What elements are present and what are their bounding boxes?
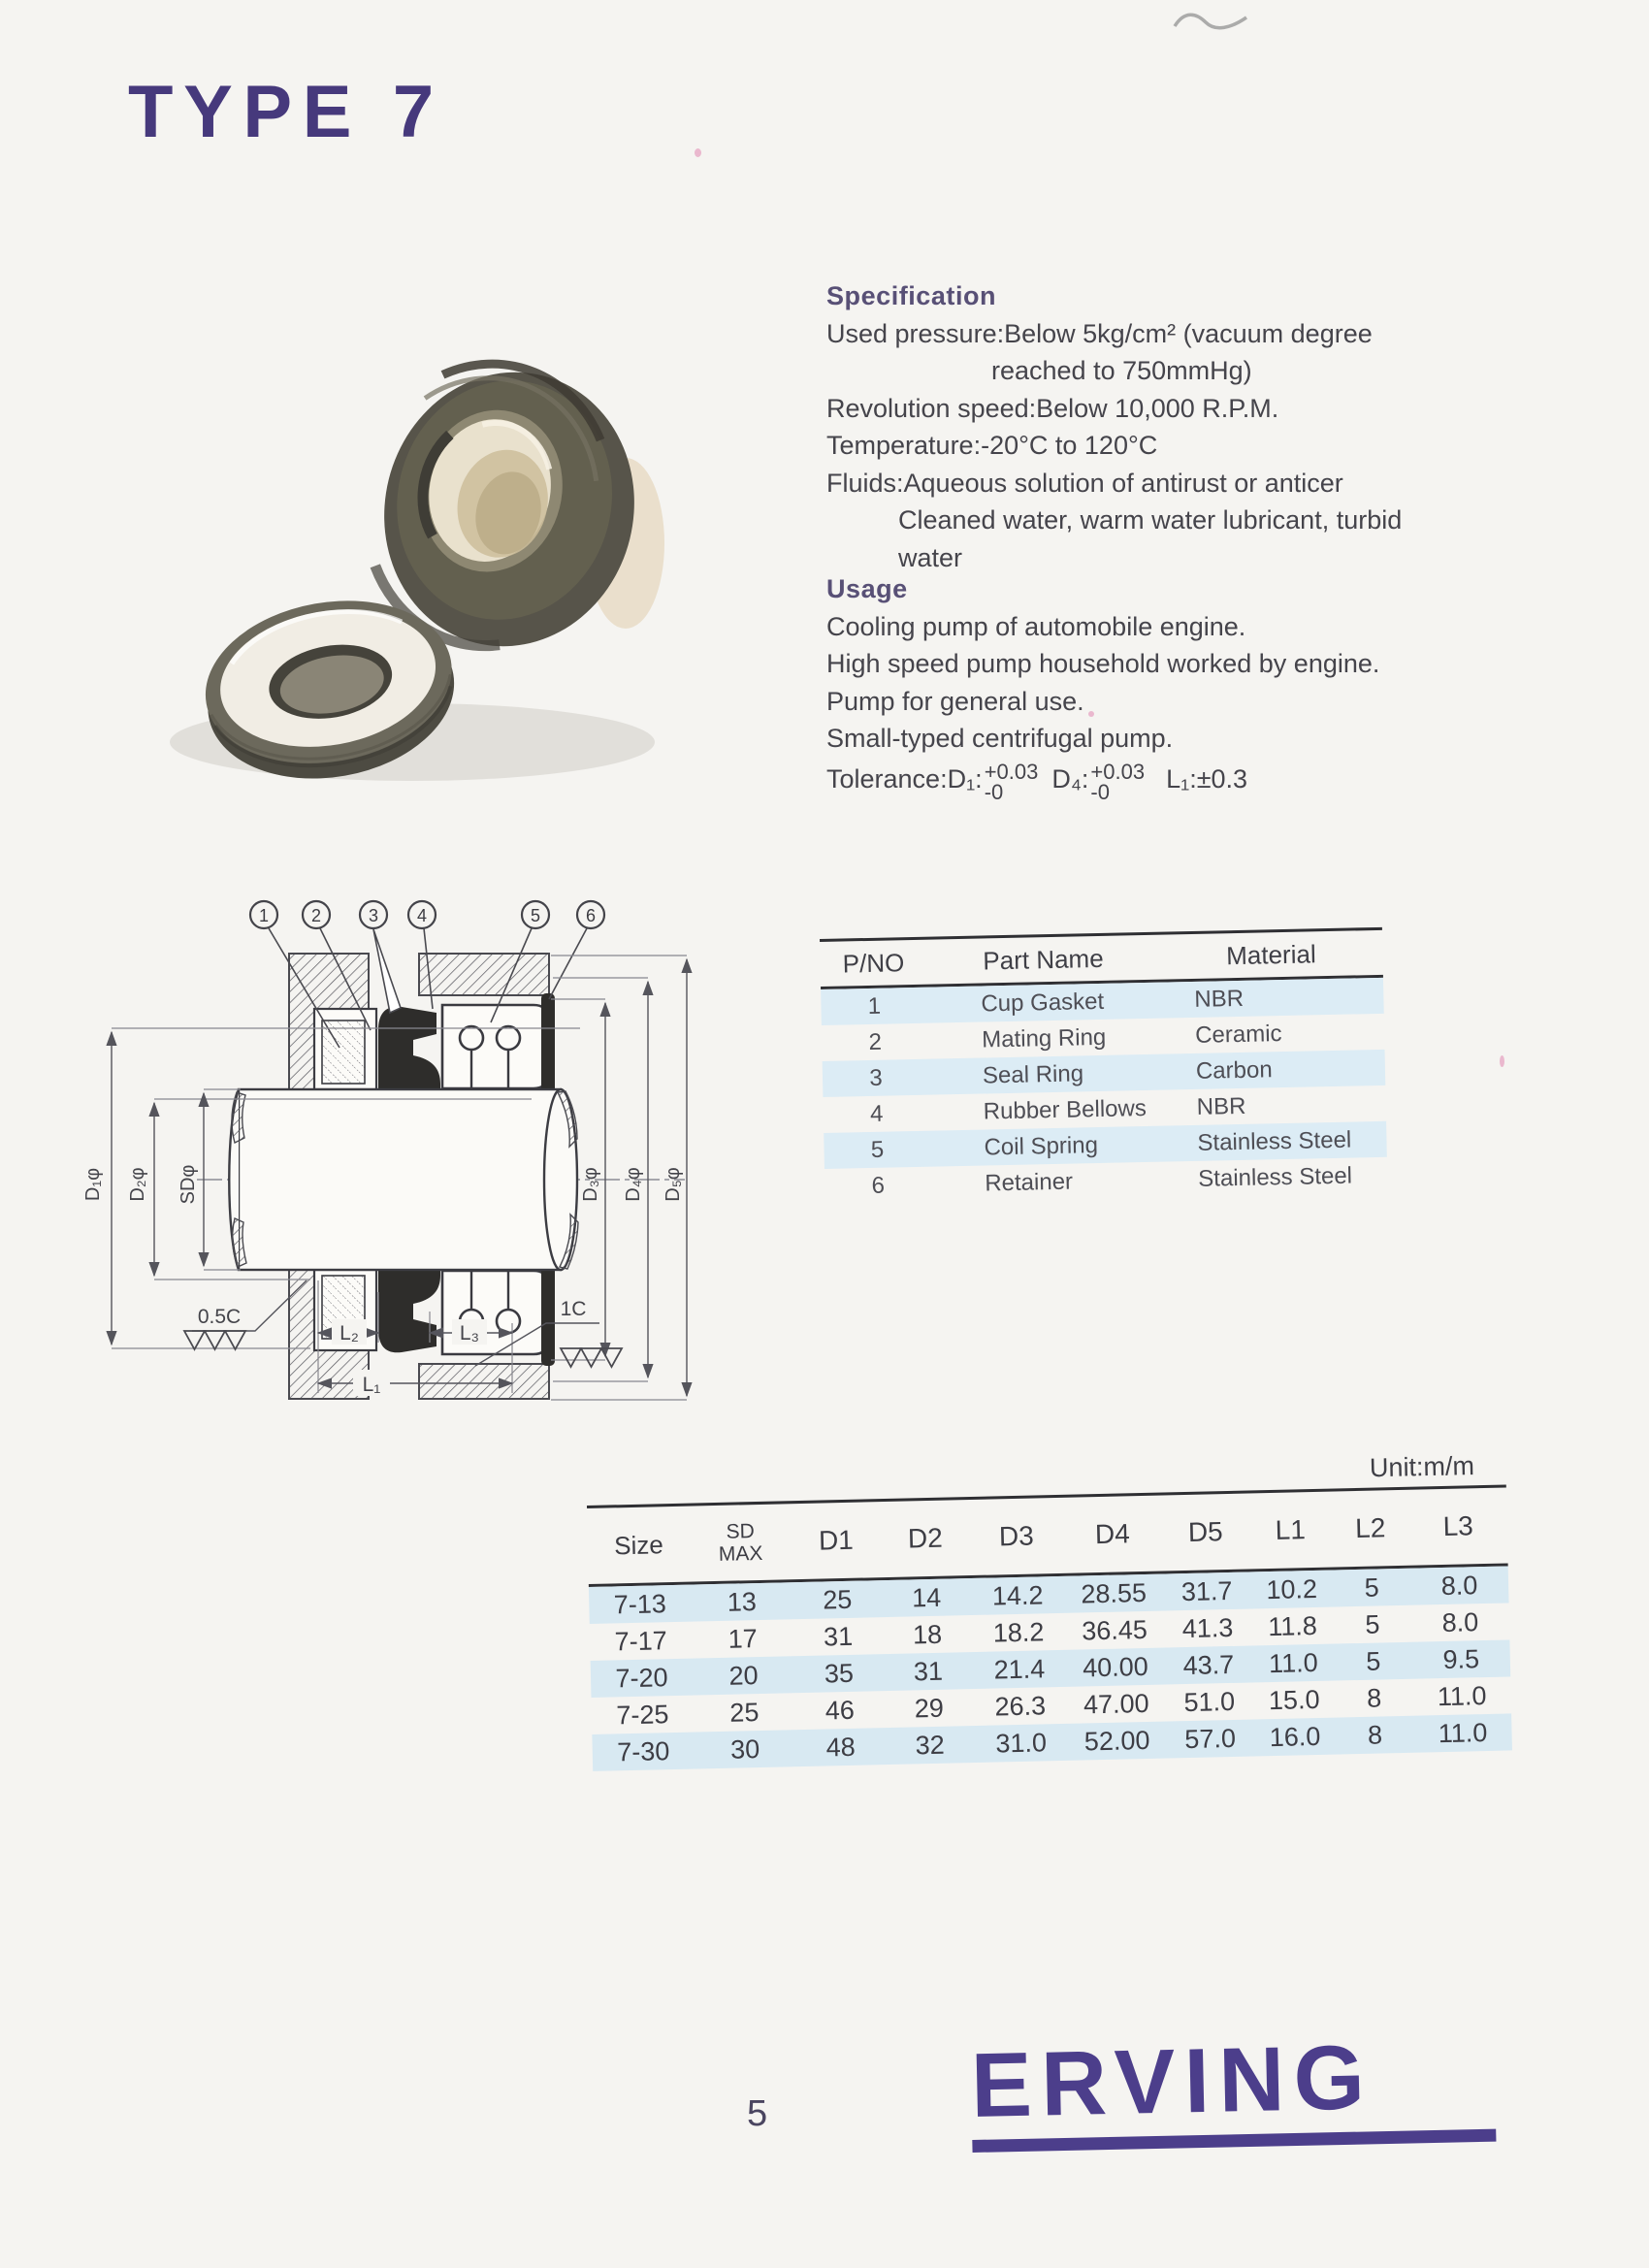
dim-label-l3: L₃ [459, 1322, 480, 1345]
page-number: 5 [747, 2093, 768, 2134]
tolerance-l1: L₁:±0.3 [1166, 764, 1248, 794]
callout-1: 1 [258, 906, 270, 925]
table-row: 7-25 25 46 29 26.3 47.00 51.0 15.0 8 11.0 [616, 1680, 1487, 1730]
brand-logo-text: ERVING [970, 2025, 1375, 2136]
finish-marks-right [561, 1348, 622, 1367]
dim-label-d3: D₃φ [580, 1167, 601, 1202]
retainer-section-upper [442, 1005, 547, 1088]
usage-line: Pump for general use. [826, 686, 1084, 716]
tolerance-d4-frac [1090, 761, 1145, 802]
dim-label-d4: D₄φ [623, 1167, 644, 1202]
spec-line: Cleaned water, warm water lubricant, turbid [898, 505, 1403, 535]
part-name: Coil Spring [984, 1131, 1099, 1160]
tolerance-d4-lower: -0 [1090, 779, 1110, 804]
spec-line: Revolution speed:Below 10,000 R.P.M. [826, 393, 1279, 423]
retainer-lip-upper [541, 993, 555, 1096]
dimension-table [587, 1484, 1512, 1770]
part-material: NBR [1196, 1092, 1246, 1120]
tolerance-d4: D₄: [1051, 764, 1089, 794]
shaft [239, 1089, 561, 1270]
chamfer-label-left: 0.5C [197, 1306, 242, 1328]
part-material: Carbon [1195, 1055, 1273, 1085]
dim-label-d5: D₅φ [663, 1167, 684, 1202]
part-material: NBR [1194, 985, 1245, 1013]
usage-heading: Usage [826, 574, 908, 603]
usage-line: Small-typed centrifugal pump. [826, 724, 1174, 753]
scan-artifact [1169, 5, 1256, 38]
callout-5: 5 [530, 906, 541, 925]
part-name: Mating Ring [981, 1023, 1107, 1053]
max-label: MAX [718, 1541, 763, 1566]
part-name: Seal Ring [982, 1059, 1084, 1089]
callout-2: 2 [310, 906, 322, 925]
coil-spring-section-upper [497, 1026, 520, 1050]
col-header-l2: L2 [1354, 1512, 1386, 1544]
sd-label: SD [726, 1520, 756, 1543]
tolerance-d1-upper: +0.03 [984, 759, 1039, 784]
part-no: 4 [869, 1100, 884, 1127]
callout-circles [250, 901, 604, 928]
dim-label-sd: SDφ [178, 1164, 199, 1205]
finish-marks-left [184, 1331, 245, 1349]
callout-6: 6 [585, 906, 597, 925]
col-header-d1: D1 [818, 1524, 855, 1556]
table-row: 7-30 30 48 32 31.0 52.00 57.0 16.0 8 11.0 [592, 1713, 1512, 1770]
scan-speck [1500, 1055, 1504, 1067]
dim-label-d2: D₂φ [127, 1167, 148, 1202]
part-no: 1 [867, 992, 882, 1020]
dim-label-l2: L₂ [340, 1322, 359, 1345]
rubber-bellows-section-upper [378, 1007, 440, 1089]
product-photo [121, 306, 689, 795]
tolerance-d1: D₁: [947, 764, 983, 794]
spec-line: Temperature:-20°C to 120°C [826, 431, 1158, 460]
rubber-bellows-section-lower [378, 1270, 440, 1352]
specification-section [826, 277, 1447, 576]
leader-wedge [373, 929, 401, 1013]
col-header-d4: D4 [1094, 1518, 1131, 1550]
chamfer-label-right: 1C [560, 1298, 587, 1320]
part-material: Stainless Steel [1197, 1162, 1353, 1192]
usage-line: Cooling pump of automobile engine. [826, 611, 1246, 641]
part-no: 2 [868, 1028, 883, 1055]
part-name: Rubber Bellows [983, 1094, 1148, 1125]
spec-line: reached to 750mmHg) [991, 356, 1252, 385]
table-row: 7-13 13 25 14 14.2 28.55 31.7 10.2 5 8.0 [589, 1566, 1509, 1623]
tolerance-d1-lower: -0 [984, 779, 1004, 804]
col-header-d5: D5 [1187, 1516, 1224, 1547]
hub-lower-right [419, 1364, 549, 1399]
callout-3: 3 [368, 906, 379, 925]
col-header-d2: D2 [907, 1522, 944, 1554]
table-row: 7-20 20 35 31 21.4 40.00 43.7 11.0 5 9.5 [591, 1639, 1511, 1697]
usage-line: High speed pump household worked by engine. [826, 649, 1380, 678]
col-header-part-name: Part Name [983, 943, 1104, 975]
part-no: 5 [870, 1136, 885, 1163]
parts-table [820, 927, 1388, 1205]
callout-4: 4 [416, 906, 428, 925]
tolerance-d1-frac [985, 761, 1039, 802]
tolerance-label: Tolerance: [826, 764, 948, 794]
brand-logo [970, 2023, 1496, 2153]
retainer-lip-lower [541, 1263, 555, 1366]
usage-section [826, 570, 1447, 802]
spec-line: Fluids:Aqueous solution of antirust or anticer [826, 468, 1343, 498]
tolerance-line [826, 758, 1447, 802]
coil-spring-section-upper [460, 1026, 483, 1050]
spec-line: water [898, 542, 963, 572]
part-no: 6 [871, 1172, 886, 1199]
specification-heading: Specification [826, 281, 997, 310]
part-name: Cup Gasket [981, 988, 1105, 1018]
col-header-pno: P/NO [842, 947, 905, 979]
part-name: Retainer [985, 1168, 1074, 1196]
dim-label-l1: L₁ [362, 1374, 381, 1396]
col-header-material: Material [1225, 938, 1316, 970]
cross-section-diagram [56, 885, 708, 1416]
col-header-l1: L1 [1275, 1514, 1307, 1545]
col-header-size: Size [613, 1529, 664, 1560]
table-row: 7-17 17 31 18 18.2 36.45 41.3 11.8 5 8.0 [614, 1606, 1479, 1656]
hub-upper-right [419, 954, 549, 995]
page-title: TYPE 7 [128, 71, 444, 153]
dim-label-d1: D₁φ [82, 1167, 104, 1202]
part-no: 3 [869, 1064, 883, 1091]
tolerance-d4-upper: +0.03 [1090, 759, 1146, 784]
col-header-d3: D3 [998, 1520, 1035, 1552]
col-header-l3: L3 [1442, 1510, 1474, 1541]
unit-label: Unit:m/m [1369, 1451, 1475, 1483]
part-material: Stainless Steel [1197, 1126, 1352, 1156]
col-header-sd-max [689, 1519, 792, 1566]
spec-line: Used pressure:Below 5kg/cm² (vacuum degree [826, 318, 1373, 348]
scan-speck [695, 148, 701, 157]
part-material: Ceramic [1194, 1020, 1282, 1049]
